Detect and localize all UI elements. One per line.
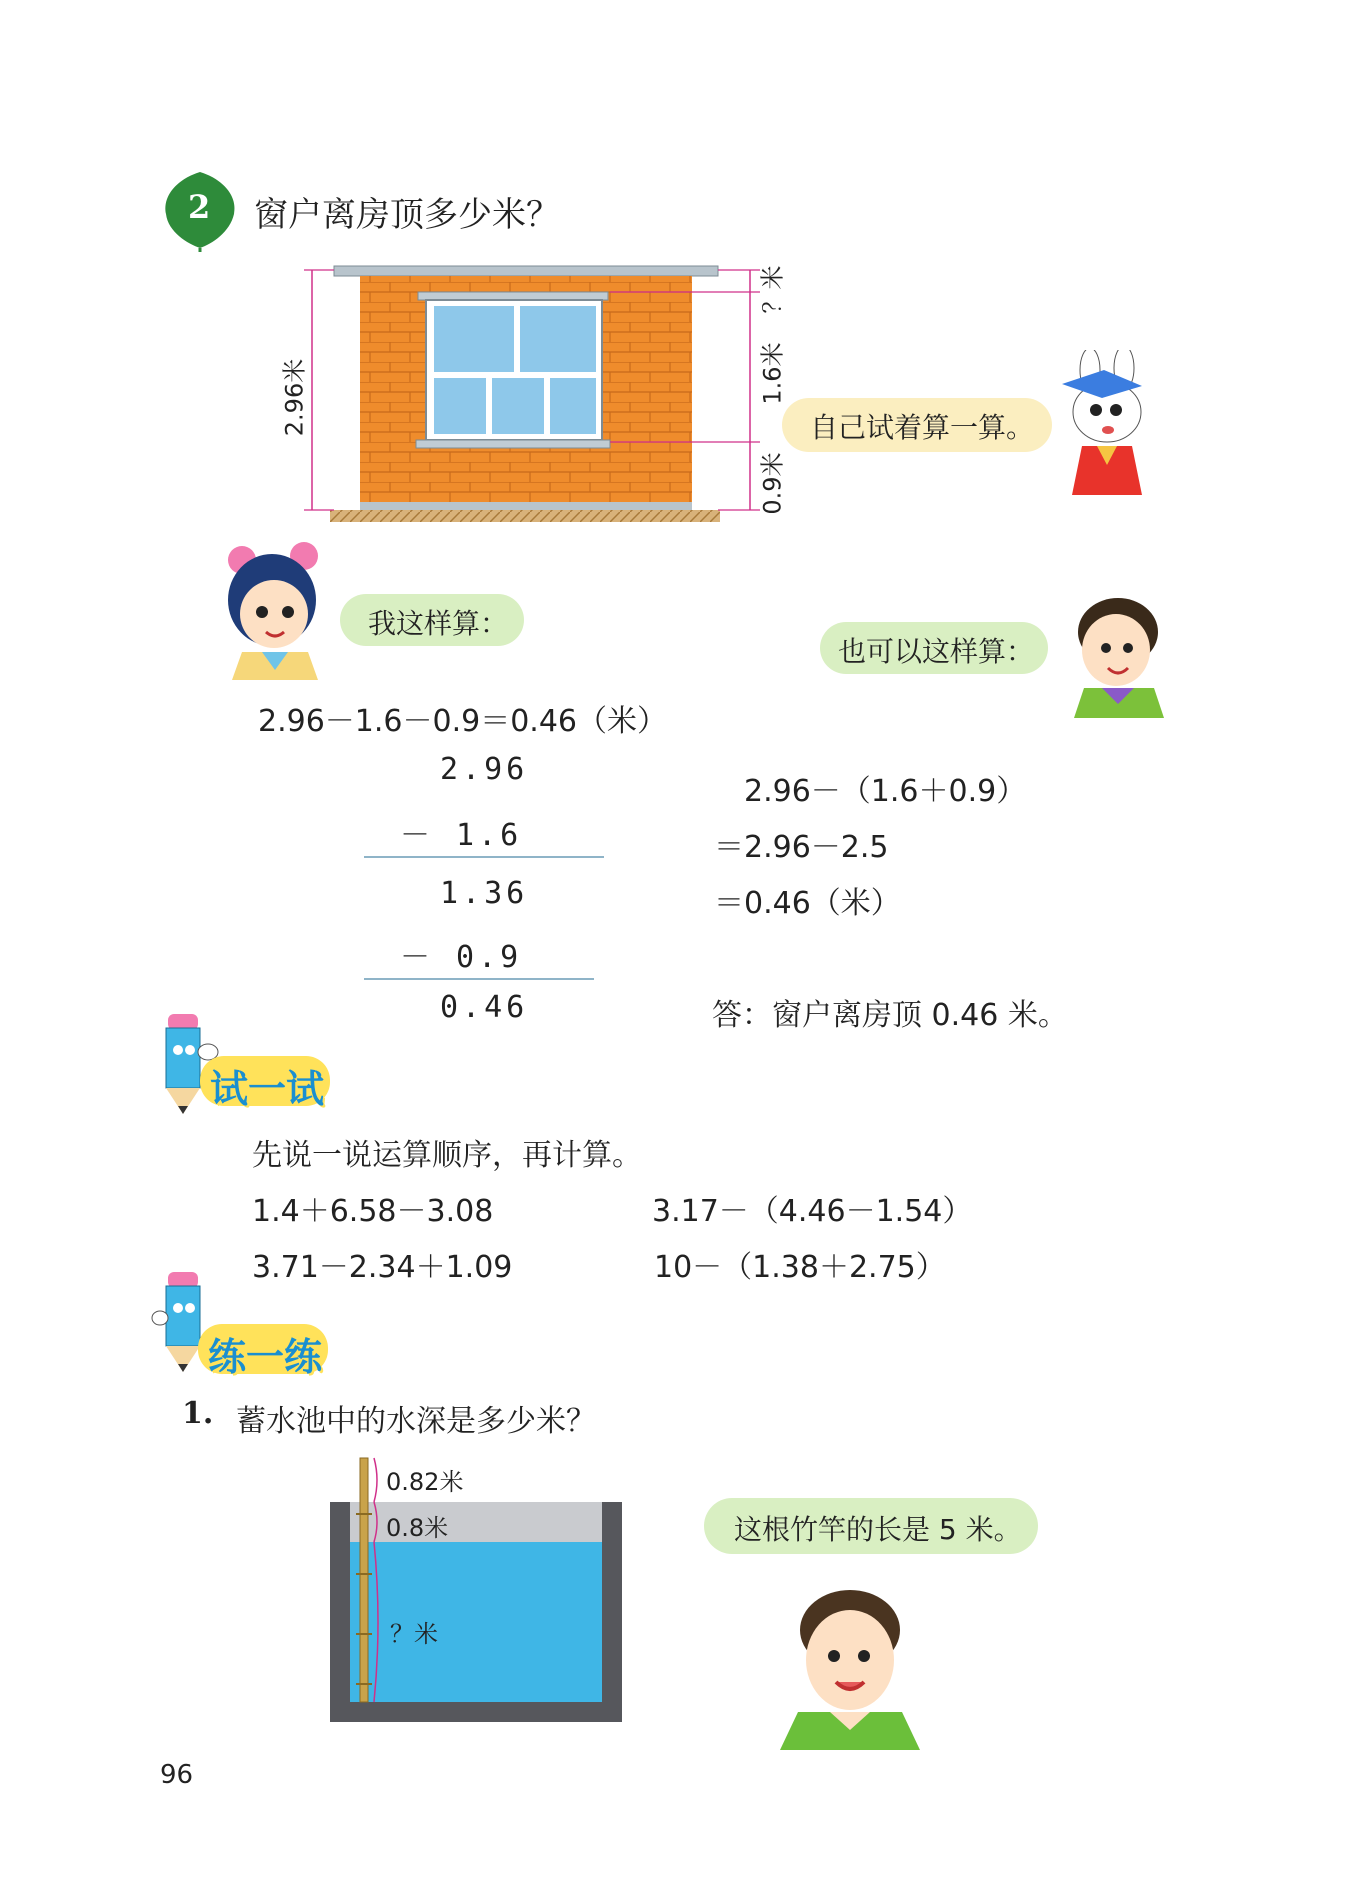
bottom-height-label: 0.9米 [758,452,787,515]
try-exercise-3: 3.71－2.34＋1.09 [252,1250,513,1285]
vertical-rule-2 [364,978,594,980]
rabbit-character [1052,350,1162,500]
problem-question: 窗户离房顶多少米？ [254,195,560,235]
page-number: 96 [160,1760,194,1790]
window-height-label: 1.6米 [758,342,787,405]
pool-mid-label: 0.8米 [386,1514,449,1542]
rabbit-bubble-text: 自己试着算一算。 [810,411,1035,444]
house-top-label: ？米 [758,265,787,314]
boy2-character [770,1580,930,1750]
pool-top-label: 0.82米 [386,1468,464,1496]
try-instruction: 先说一说运算顺序，再计算。 [252,1138,642,1173]
try-exercise-4: 10－（1.38＋2.75） [654,1250,946,1285]
boy2-bubble-text: 这根竹竿的长是 5 米。 [734,1513,1022,1546]
boy-character [1062,592,1172,718]
method2-line-1: 2.96－（1.6＋0.9） [744,774,1027,809]
practice-q1-number: 1. [182,1396,214,1431]
vertical-line-5: 0.46 [440,990,529,1025]
house-total-height-label: 2.96米 [280,358,309,437]
house-illustration [290,262,810,532]
pool-water-label: ？米 [390,1620,438,1648]
vertical-rule-1 [364,856,604,858]
method2-line-2: ＝2.96－2.5 [714,830,889,865]
vertical-line-2: － 1.6 [400,818,523,853]
method2-line-3: ＝0.46（米） [714,886,901,921]
practice-label: 练一练 [208,1335,323,1379]
vertical-line-1: 2.96 [440,752,529,787]
boy-bubble-text: 也可以这样算： [838,635,1035,668]
try-exercise-1: 1.4＋6.58－3.08 [252,1194,494,1229]
method1-equation: 2.96－1.6－0.9＝0.46（米） [258,704,668,739]
vertical-line-3: 1.36 [440,876,529,911]
vertical-line-4: － 0.9 [400,940,523,975]
practice-q1-text: 蓄水池中的水深是多少米？ [236,1404,596,1439]
problem-number-leaf [160,168,240,252]
try-label: 试一试 [210,1067,325,1111]
try-exercise-2: 3.17－（4.46－1.54） [652,1194,973,1229]
answer-text: 答：窗户离房顶 0.46 米。 [712,998,1068,1033]
girl-character [212,530,332,680]
problem-number: 2 [188,188,211,226]
girl-bubble-text: 我这样算： [368,607,509,640]
pool-illustration [326,1454,626,1724]
